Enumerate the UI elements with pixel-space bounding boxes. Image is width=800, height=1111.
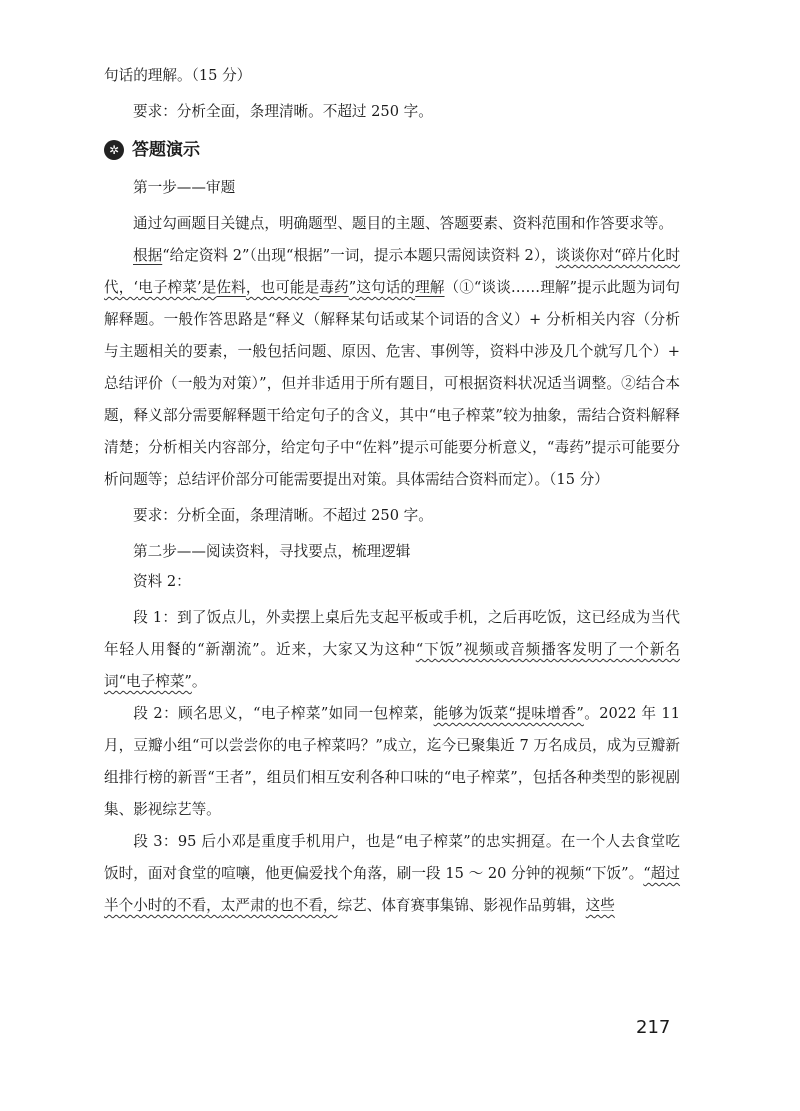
step1-p2-j: 理解 [415,279,445,296]
step1-p2-h: 毒药 [319,279,349,296]
para1-a: 段 1：到了饭点儿，外卖摆上桌后先支起平板或手机，之后再吃饭，这已经成为当代年轻人用餐的“新潮流”。近来，大家又为这种 [104,609,680,658]
step1-title: 第一步——审题 [133,179,236,196]
step1-p2-c: 谈谈你对“碎片化时代，‘ [104,247,681,296]
material-paragraph-3 [104,826,680,922]
step1-p2-b: “给定资料 2”（出现“根据”一词，提示本题只需阅读资料 2）， [162,247,556,264]
material-label: 资料 2： [133,573,191,590]
para3-e: 这些 [585,897,615,914]
material-paragraph-1 [104,602,680,698]
gear-badge-icon: ✲ [104,140,124,160]
para3-c: 太严肃的也不看， [220,897,338,914]
para3-a: 段 3：95 后小邓是重度手机用户，也是“电子榨菜”的忠实拥趸。在一个人去食堂吃饭时，面对食堂的喧嚷，他更偏爱找个角落，刷一段 15 ～ 20 分钟的视频“下饭”。 [104,833,680,882]
step1-p2-g: ，也可能是 [245,279,320,296]
page-content [104,66,680,922]
para2-a: 段 2：顾名思义，“电子榨菜”如同一包榨菜， [133,705,434,722]
intro-line-1: 句话的理解。（15 分） [104,67,252,84]
step1-p2-a: 根据 [133,247,163,264]
page-number: 217 [636,1017,671,1038]
step1-p2-k: （①“谈谈……理解”提示此题为词句解释题。一般作答思路是“释义（解释某句话或某个词语的含义）+ 分析相关内容（分析与主题相关的要素，一般包括问题、原因、危害、事例等，资料中涉及几个就写几个）+ 总结评价（一般为对策）”，但并非适用于所有题目，可根据资料状况适当调整。②结合本题，释义部分需要解释题干给定句子的含义，其中“电子榨菜”较为抽象，需结合资料解释清楚；分析相关内容部分，给定句子中“佐料”提示可能要分析意义，“毒药”提示可能要分析问题等；总结评价部分可能需要提出对策。具体需结合资料而定）。（15 分） [104,279,680,488]
intro-requirement: 要求：分析全面，条理清晰。不超过 250 字。 [133,103,433,120]
section-title: 答题演示 [132,140,200,160]
step1-p2-e: ’是 [196,279,217,296]
step1-p1-text: 通过勾画题目关键点，明确题型、题目的主题、答题要素、资料范围和作答要求等。 [133,215,673,232]
para1-b: “下饭”视频或音频播客发明了一个新名词“电子榨菜” [104,641,680,690]
para2-c: 。2022 年 11 月，豆瓣小组“可以尝尝你的电子榨菜吗？”成立，迄今已聚集近 7 万名成员，成为豆瓣新组排行榜的新晋“王者”，组员们相互安利各种口味的“电子榨菜”，包括各种类型的影视剧集、影视综艺等。 [104,705,680,818]
step2-title: 第二步——阅读资料，寻找要点，梳理逻辑 [133,543,411,560]
step1-p2-f: 佐料 [216,279,246,296]
step1-requirement: 要求：分析全面，条理清晰。不超过 250 字。 [133,507,433,524]
step1-paragraph-2 [104,240,680,496]
para3-d: 综艺、体育赛事集锦、影视作品剪辑， [337,897,586,914]
section-heading [104,138,680,162]
step1-paragraph-1 [104,208,680,240]
para2-b: 能够为饭菜“提味增香” [433,705,584,722]
para1-c: 。 [191,673,207,690]
para3-b: “超过半个小时的不看， [104,865,681,914]
material-paragraph-2 [104,698,680,826]
step1-p2-i: ”这句话的 [348,279,416,296]
step1-p2-d: 电子榨菜 [138,279,197,296]
